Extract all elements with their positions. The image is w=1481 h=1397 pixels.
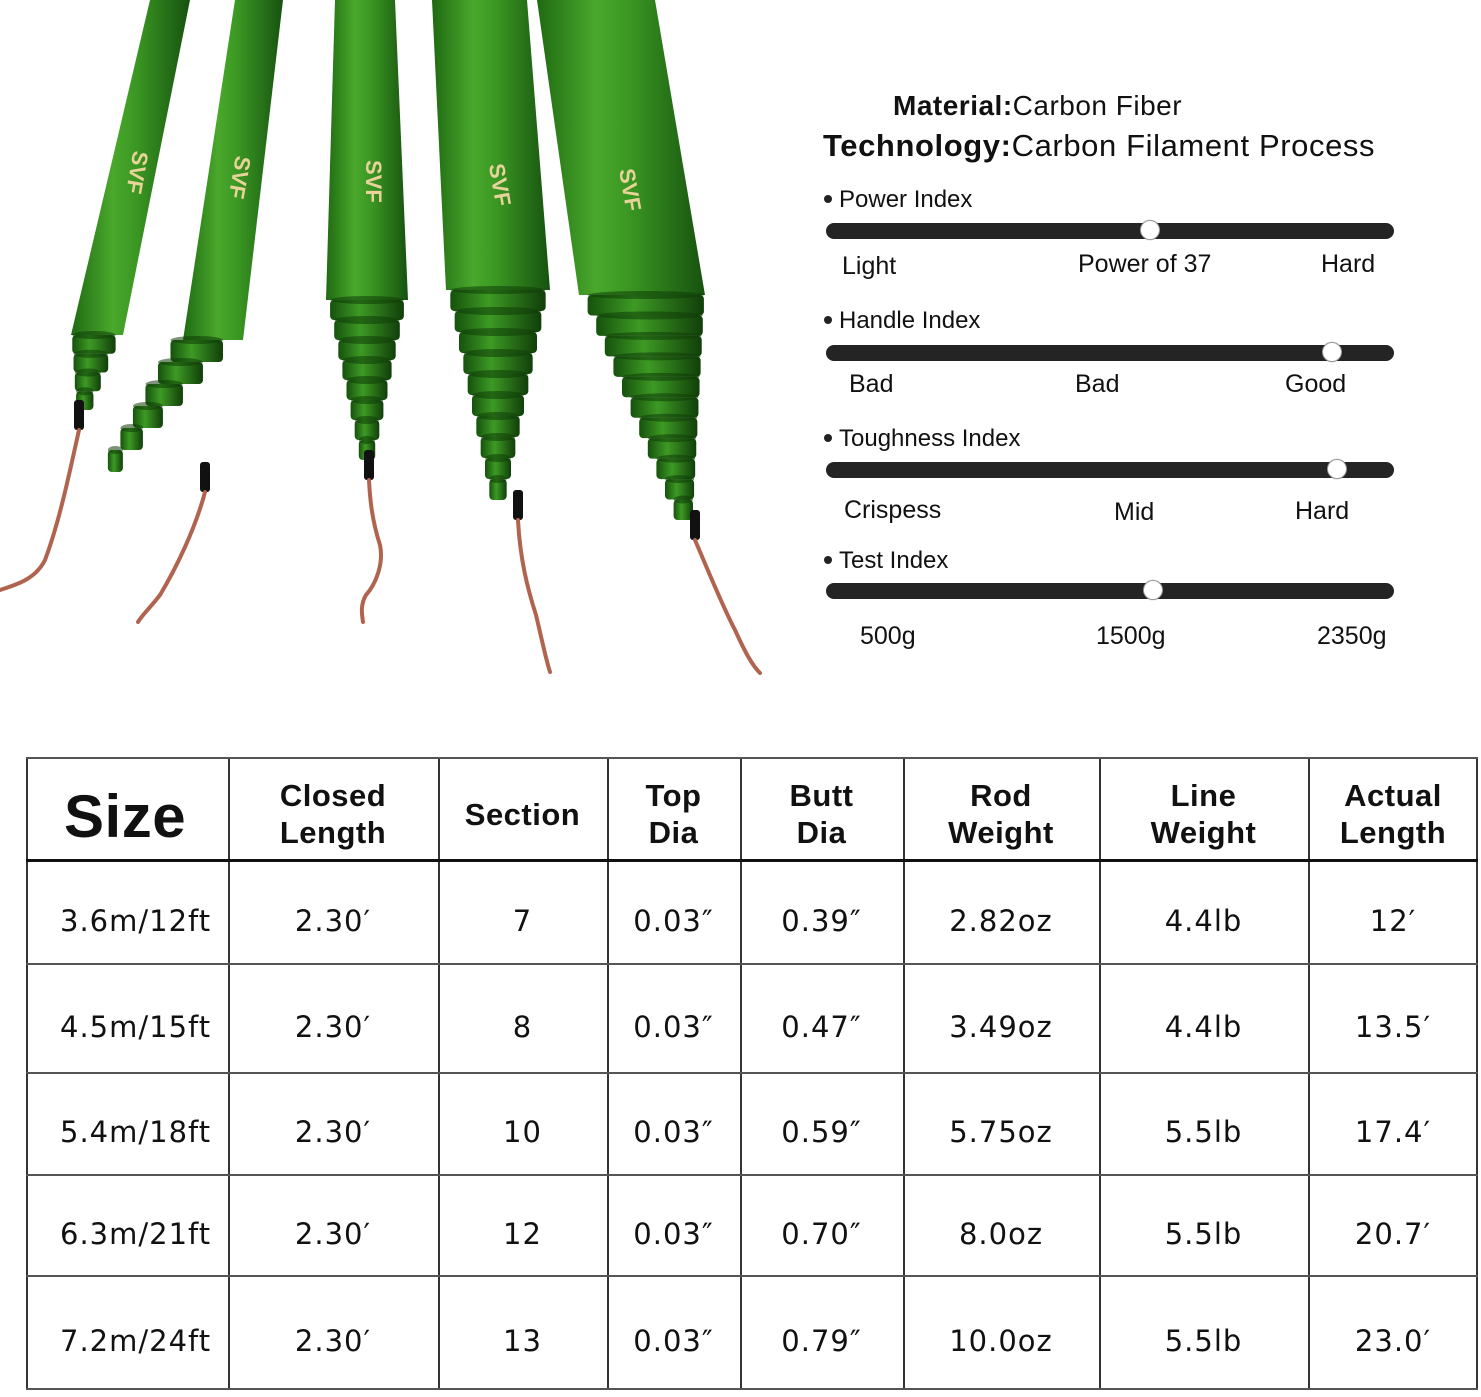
- rod-1-tip: [74, 400, 84, 430]
- power-index-label: Power Index: [839, 186, 973, 213]
- table-cell: 10.0oz: [949, 1323, 1053, 1358]
- rod-5-segment-rim: [674, 496, 693, 504]
- rod-5-segment-rim: [622, 373, 700, 381]
- table-cell: 5.75oz: [949, 1115, 1053, 1149]
- rod-3-body: [326, 0, 408, 300]
- rod-3-segment-rim: [359, 436, 375, 444]
- rod-3-segment-rim: [330, 296, 404, 304]
- table-cell: 6.3m/21ft: [60, 1216, 212, 1251]
- fishing-rods-illustration: [0, 0, 800, 700]
- technology-spec: [823, 128, 1375, 164]
- rod-4-segment-rim: [472, 391, 524, 399]
- table-cell: 5.5lb: [1164, 1323, 1243, 1358]
- table-cell: 0.59″: [781, 1115, 862, 1149]
- test-index-high-label: 2350g: [1317, 622, 1387, 650]
- material-value: Carbon Fiber: [1012, 90, 1183, 121]
- rod-4-segment-rim: [481, 433, 516, 441]
- power-index: [824, 186, 1396, 286]
- bullet-icon: [824, 556, 832, 564]
- table-cell: 5.4m/18ft: [60, 1115, 212, 1149]
- table-cell: 0.79″: [781, 1323, 862, 1358]
- table-cell: 17.4′: [1354, 1115, 1432, 1149]
- rod-3-print: SVF: [361, 160, 386, 203]
- handle-index-knob: [1322, 342, 1342, 362]
- test-index-track: [826, 583, 1394, 599]
- power-index-mid-label: Power of 37: [1078, 250, 1212, 278]
- rod-4-line: [518, 520, 550, 672]
- rod-5-segment-rim: [588, 291, 704, 299]
- rod-1-line: [0, 430, 79, 590]
- rod-2-line: [138, 492, 205, 622]
- toughness-index-label: Toughness Index: [839, 425, 1021, 452]
- rod-3-tip: [364, 450, 374, 480]
- rod-2-segment-rim: [120, 424, 143, 432]
- rod-3-line: [362, 480, 381, 622]
- power-index-low-label: Light: [842, 252, 897, 280]
- table-cell: 2.30′: [294, 1323, 372, 1358]
- rod-4-segment-rim: [450, 286, 545, 294]
- table-cell: 7: [512, 903, 533, 938]
- rod-4-segment-rim: [476, 412, 519, 420]
- toughness-index-title: [824, 425, 1020, 453]
- table-cell: 8: [512, 1009, 533, 1044]
- table-cell: 7.2m/24ft: [60, 1323, 212, 1358]
- table-header-cell: Closed Length: [279, 778, 387, 850]
- technology-value: Carbon Filament Process: [1011, 128, 1376, 163]
- rod-4-segment-rim: [455, 307, 542, 315]
- rod-4-segment-rim: [485, 454, 511, 462]
- handle-index-low-label: Bad: [849, 370, 894, 398]
- table-cell: 0.03″: [633, 903, 714, 938]
- table-cell: 2.30′: [294, 1009, 372, 1044]
- table-cell: 0.03″: [633, 1009, 714, 1044]
- rod-4-body: [432, 0, 550, 290]
- rod-3-segment-rim: [334, 316, 400, 324]
- rod-1-print: SVF: [121, 149, 154, 196]
- rod-1-segment-rim: [76, 387, 93, 395]
- rod-5-print: SVF: [614, 166, 647, 214]
- test-index-label: Test Index: [839, 547, 949, 574]
- table-cell: 8.0oz: [958, 1216, 1044, 1251]
- toughness-index-knob: [1327, 459, 1347, 479]
- rod-4-print: SVF: [483, 161, 516, 209]
- rod-2-print: SVF: [223, 154, 256, 201]
- rod-5-segment-rim: [613, 352, 700, 360]
- rod-3-segment-rim: [347, 376, 388, 384]
- table-cell: 0.03″: [633, 1216, 714, 1251]
- rod-5-body: [537, 0, 705, 295]
- rod-5-segment-rim: [605, 332, 702, 340]
- rod-2-segment-rim: [145, 380, 183, 388]
- table-cell: 10: [503, 1115, 542, 1149]
- rod-5-tip: [690, 510, 700, 540]
- bullet-icon: [824, 195, 832, 203]
- handle-index-track: [826, 345, 1394, 361]
- table-cell: 4.5m/15ft: [60, 1009, 212, 1044]
- rod-2-segment-rim: [158, 358, 203, 366]
- technology-key: Technology:: [823, 128, 1012, 163]
- rod-3-segment-rim: [351, 396, 384, 404]
- table-cell: 23.0′: [1354, 1323, 1432, 1358]
- table-cell: 3.49oz: [949, 1009, 1053, 1044]
- handle-index-mid-label: Bad: [1075, 370, 1120, 398]
- toughness-index-high-label: Hard: [1295, 497, 1350, 525]
- handle-index-high-label: Good: [1285, 370, 1347, 398]
- toughness-index-low-label: Crispess: [844, 496, 942, 524]
- test-index-mid-label: 1500g: [1096, 622, 1166, 650]
- rod-4-segment-rim: [459, 328, 537, 336]
- table-header-cell: Rod Weight: [948, 778, 1054, 850]
- rod-2-tip: [200, 462, 210, 492]
- table-cell: 4.4lb: [1164, 1009, 1243, 1044]
- table-cell: 13.5′: [1354, 1009, 1432, 1044]
- toughness-index-track: [826, 462, 1394, 478]
- rod-4-segment-rim: [489, 475, 506, 483]
- table-cell: 0.03″: [633, 1323, 714, 1358]
- table-cell: 5.5lb: [1164, 1115, 1243, 1149]
- table-cell: 13: [503, 1323, 542, 1358]
- table-cell: 12′: [1369, 903, 1417, 938]
- table-cell: 0.39″: [781, 903, 862, 938]
- table-cell: 0.70″: [781, 1216, 862, 1251]
- test-index: [824, 547, 1396, 652]
- rod-3-segment-rim: [355, 416, 380, 424]
- material-key: Material:: [893, 90, 1013, 121]
- table-cell: 3.6m/12ft: [60, 903, 212, 938]
- table-cell: 2.30′: [294, 1216, 372, 1251]
- table-header-cell: Size: [64, 782, 187, 850]
- spec-table: [26, 757, 1478, 1389]
- test-index-low-label: 500g: [860, 622, 916, 650]
- table-cell: 12: [503, 1216, 542, 1251]
- rod-5-segment-rim: [648, 434, 696, 442]
- table-cell: 5.5lb: [1164, 1216, 1243, 1251]
- rod-5-segment-rim: [631, 393, 699, 401]
- material-spec: [893, 90, 1182, 122]
- rod-1-segment-rim: [75, 369, 101, 377]
- table-header-cell: Section: [464, 796, 581, 832]
- rod-3-segment-rim: [338, 336, 395, 344]
- table-cell: 0.03″: [633, 1115, 714, 1149]
- rod-5-segment-rim: [665, 475, 694, 483]
- table-cell: 4.4lb: [1164, 903, 1243, 938]
- table-cell: 2.82oz: [949, 903, 1053, 938]
- rod-4-tip: [513, 490, 523, 520]
- table-header-cell: Line Weight: [1150, 778, 1257, 850]
- handle-index: [824, 307, 1396, 407]
- toughness-index: [824, 425, 1396, 530]
- table-cell: 0.47″: [781, 1009, 862, 1044]
- rod-2-segment-rim: [170, 336, 223, 344]
- table-cell: 2.30′: [294, 903, 372, 938]
- test-index-knob: [1143, 580, 1163, 600]
- rod-4-segment-rim: [463, 349, 532, 357]
- power-index-title: [824, 186, 972, 214]
- rod-1-segment-rim: [72, 331, 115, 339]
- rod-1-segment-rim: [74, 350, 109, 358]
- rod-4-segment-rim: [468, 370, 529, 378]
- table-cell: 20.7′: [1354, 1216, 1432, 1251]
- bullet-icon: [824, 316, 832, 324]
- rod-5-segment-rim: [639, 414, 697, 422]
- power-index-high-label: Hard: [1321, 250, 1376, 278]
- table-cell: 2.30′: [294, 1115, 372, 1149]
- table-header-cell: Butt Dia: [789, 778, 854, 850]
- rod-5-line: [695, 540, 760, 673]
- test-index-title: [824, 547, 948, 575]
- rod-2-segment-rim: [133, 402, 163, 410]
- rod-2-segment-rim: [108, 446, 123, 454]
- rod-5-segment-rim: [596, 311, 703, 319]
- table-header-cell: Top Dia: [645, 778, 702, 850]
- bullet-icon: [824, 434, 832, 442]
- rod-5-segment-rim: [656, 455, 695, 463]
- toughness-index-mid-label: Mid: [1114, 498, 1155, 526]
- handle-index-title: [824, 307, 980, 335]
- table-header-cell: Actual Length: [1339, 778, 1447, 850]
- power-index-track: [826, 223, 1394, 239]
- handle-index-label: Handle Index: [839, 307, 981, 334]
- power-index-knob: [1140, 220, 1160, 240]
- rod-3-segment-rim: [342, 356, 391, 364]
